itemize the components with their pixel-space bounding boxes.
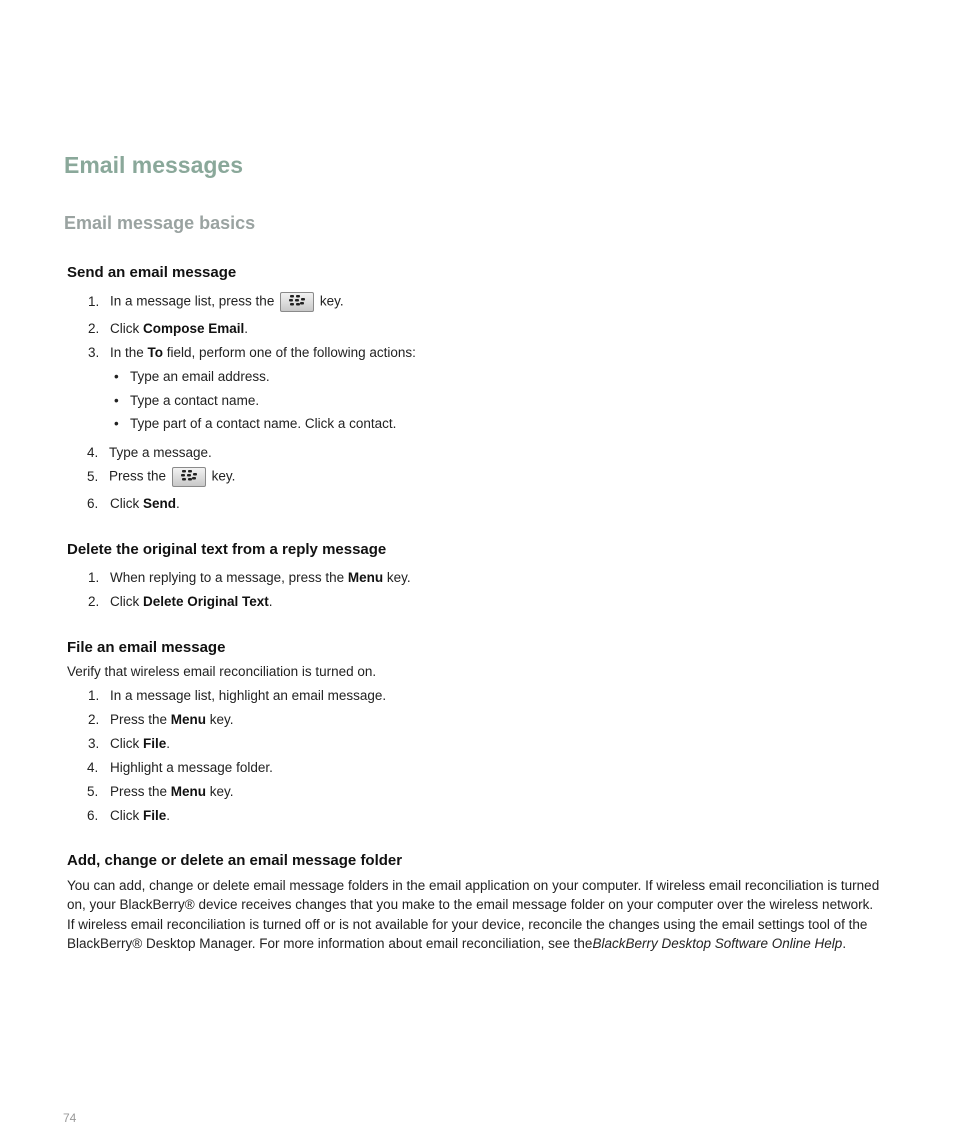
step-number: 1.	[88, 688, 100, 703]
step-file-2: Press the Menu key.	[110, 712, 234, 727]
step-number: 3.	[88, 736, 100, 751]
step-number: 4.	[87, 760, 99, 775]
page-title: Email messages	[64, 152, 244, 178]
step-number: 5.	[87, 469, 99, 484]
step-number: 3.	[88, 345, 100, 360]
step-number: 2.	[88, 594, 100, 609]
heading-file-email: File an email message	[67, 639, 226, 656]
step-number: 1.	[88, 294, 100, 309]
step-send-6: Click Send.	[110, 496, 180, 511]
folder-paragraph-1: You can add, change or delete email message folders in the email application on your computer. If wireless email reconciliation is turned on, your BlackBerry® device receives changes that you make to the email message folder on your computer over the wireless network.	[67, 878, 880, 913]
step-file-1: In a message list, highlight an email message.	[110, 688, 387, 703]
step-number: 2.	[88, 712, 100, 727]
step-number: 5.	[87, 784, 99, 799]
step-number: 4.	[87, 445, 99, 460]
blackberry-key-icon	[172, 467, 206, 487]
bullet-item: Type a contact name.	[130, 393, 260, 408]
heading-email-folder: Add, change or delete an email message folder	[67, 852, 403, 869]
bullet-icon: •	[114, 393, 119, 408]
file-intro: Verify that wireless email reconciliation is turned on.	[67, 664, 377, 679]
heading-delete-original: Delete the original text from a reply message	[67, 541, 387, 558]
bullet-icon: •	[114, 416, 119, 431]
section-title: Email message basics	[64, 213, 256, 233]
step-file-3: Click File.	[110, 736, 171, 751]
step-number: 6.	[87, 496, 99, 511]
step-send-5: Press the key.	[109, 467, 235, 487]
blackberry-key-icon	[280, 292, 314, 312]
step-send-1: In a message list, press the key.	[110, 292, 344, 312]
step-send-3: In the To field, perform one of the following actions:	[110, 345, 416, 360]
step-number: 6.	[87, 808, 99, 823]
bullet-icon: •	[114, 369, 119, 384]
bullet-item: Type an email address.	[130, 369, 270, 384]
folder-paragraph-2: If wireless email reconciliation is turned off or is not available for your device, reconcile the changes using the email settings tool of the BlackBerry® Desktop Manager. For more information about email reconciliation, see theBlackBerry Desktop Software Online Help.	[67, 916, 868, 951]
bullet-item: Type part of a contact name. Click a contact.	[130, 416, 397, 431]
step-send-4: Type a message.	[109, 445, 212, 460]
step-number: 1.	[88, 570, 100, 585]
folder-paragraph	[67, 876, 897, 953]
step-file-6: Click File.	[110, 808, 171, 823]
step-number: 2.	[88, 321, 100, 336]
page-number: 74	[63, 1111, 77, 1125]
step-delete-1: When replying to a message, press the Menu key.	[110, 570, 411, 585]
heading-send-email: Send an email message	[67, 264, 237, 281]
step-file-5: Press the Menu key.	[110, 784, 234, 799]
step-delete-2: Click Delete Original Text.	[110, 594, 273, 609]
online-help-reference: BlackBerry Desktop Software Online Help	[592, 935, 843, 951]
step-file-4: Highlight a message folder.	[110, 760, 273, 775]
step-send-2: Click Compose Email.	[110, 321, 249, 336]
